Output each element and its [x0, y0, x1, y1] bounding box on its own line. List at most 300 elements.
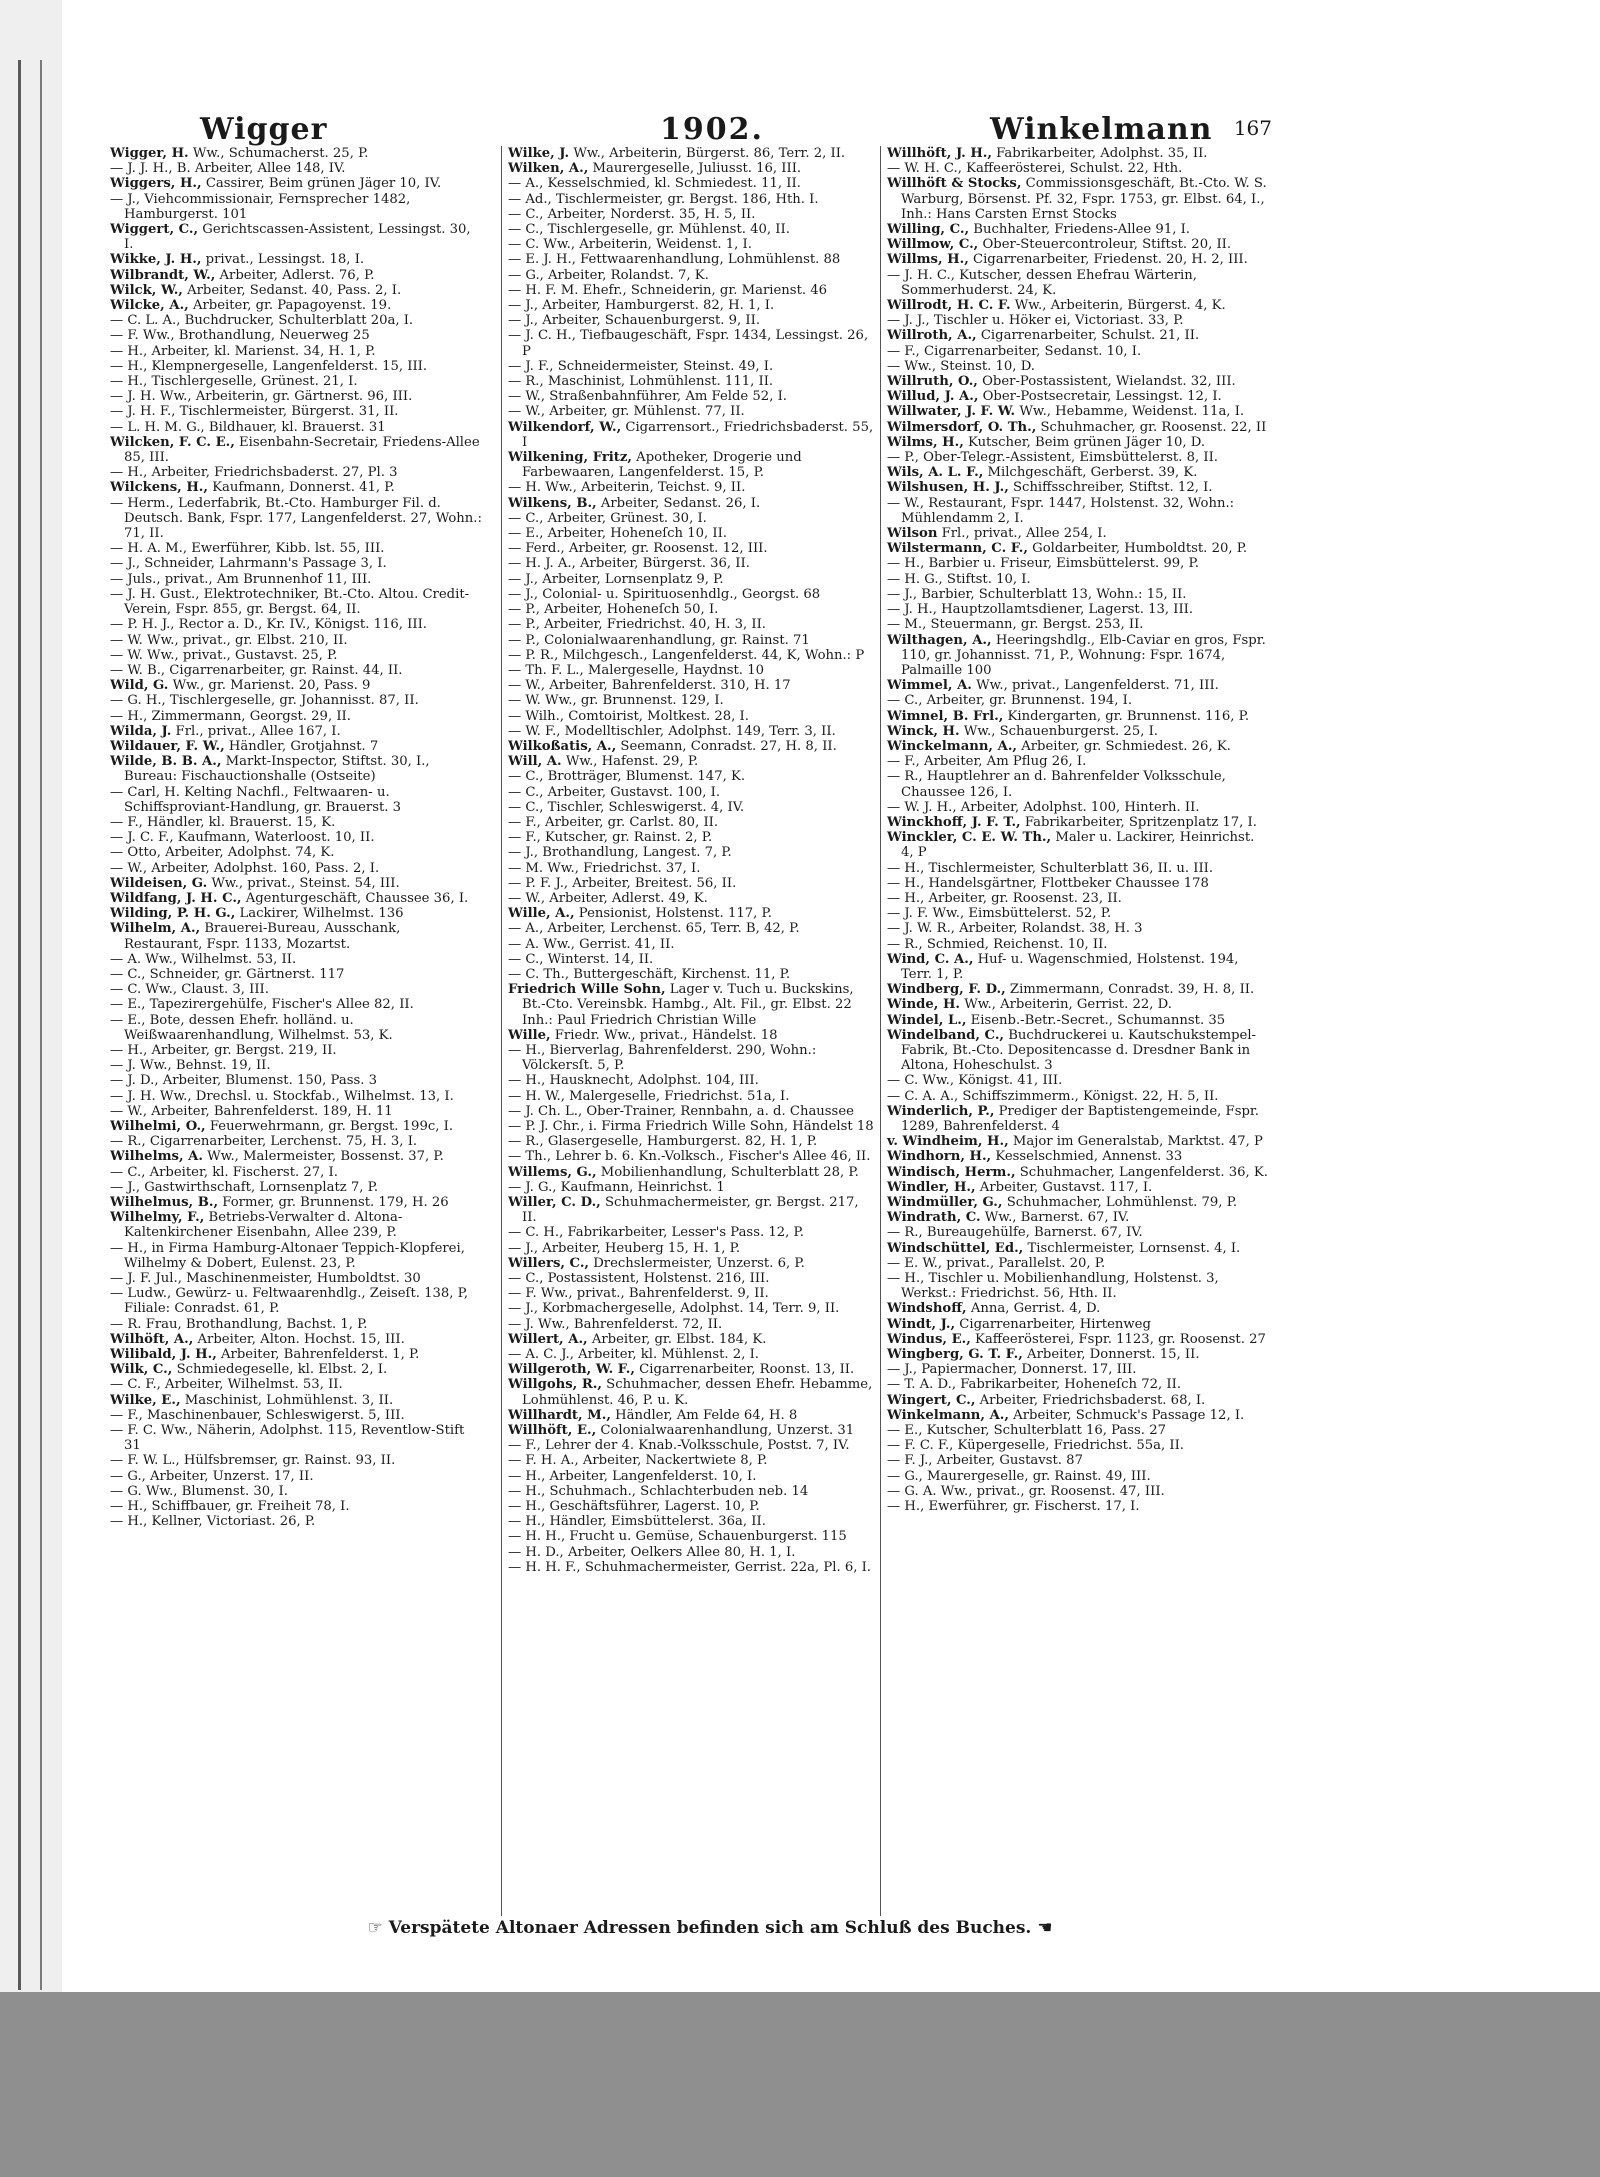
entry-details: — H., Hausknecht, Adolphst. 104, III. — [508, 1073, 759, 1089]
entry-details: Ober-Postassistent, Wielandst. 32, III. — [977, 374, 1236, 390]
entry-details: — J., Arbeiter, Hamburgerst. 82, H. 1, I. — [508, 298, 775, 314]
directory-entry — [887, 374, 1271, 389]
entry-name: Wiggers, H., — [110, 176, 202, 192]
entry-details: Ober-Steuercontroleur, Stiftst. 20, II. — [978, 237, 1232, 253]
entry-details: — Carl, H. Kelting Nachfl., Feltwaaren- u. Schiffsproviant-Handlung, gr. Brauerst. 3 — [110, 784, 402, 815]
entry-details: — H., Arbeiter, gr. Bergst. 219, II. — [110, 1042, 337, 1058]
entry-details: Lager v. Tuch u. Buckskins, Bt.-Cto. Vereinsbk. Hambg., Alt. Fil., gr. Elbst. 22 Inh.: Paul Friedrich Christian Wille — [522, 982, 854, 1028]
entry-details: — C., Postassistent, Holstenst. 216, III. — [508, 1271, 770, 1287]
directory-entry — [110, 283, 482, 298]
entry-details: — H. D., Arbeiter, Oelkers Allee 80, H. 1, I. — [508, 1544, 796, 1560]
entry-name: Wilms, H., — [887, 434, 964, 450]
directory-entry — [110, 739, 482, 754]
entry-name: Willmow, C., — [887, 237, 979, 253]
directory-entry — [508, 328, 874, 358]
entry-name: Wille, A., — [508, 906, 575, 922]
entry-name: Wilke, E., — [110, 1392, 181, 1408]
directory-entry — [887, 161, 1271, 176]
directory-entry — [110, 845, 482, 860]
directory-entry — [508, 176, 874, 191]
directory-entry — [887, 1256, 1271, 1271]
directory-entry — [110, 693, 482, 708]
entry-details: Heeringshdlg., Elb-Caviar en gros, Fspr. 110, gr. Johannisst. 71, P., Wohnung: Fspr. 1674, Palmaille 100 — [901, 632, 1266, 678]
entry-details: — J. H. C., Kutscher, dessen Ehefrau Wärterin, Sommerhuderst. 24, K. — [887, 267, 1197, 298]
directory-entry — [110, 1043, 482, 1058]
entry-name: Windschüttel, Ed., — [887, 1240, 1024, 1256]
entry-details: Fabrikarbeiter, Adolphst. 35, II. — [991, 146, 1208, 161]
entry-details: — E., Arbeiter, Hoheneſch 10, II. — [508, 526, 727, 542]
directory-entry — [110, 967, 482, 982]
entry-details: — C. H., Fabrikarbeiter, Lesser's Pass. 12, P. — [508, 1225, 804, 1241]
directory-entry — [508, 830, 874, 845]
directory-entry — [508, 663, 874, 678]
directory-entry — [110, 298, 482, 313]
directory-entry — [508, 724, 874, 739]
entry-name: Wilkens, B., — [508, 495, 597, 511]
entry-details: Ww., Arbeiterin, Bürgerst. 86, Terr. 2, II. — [569, 146, 846, 161]
entry-details: — W. H. C., Kaffeerösterei, Schulst. 22, Hth. — [887, 161, 1183, 177]
directory-entry — [508, 1180, 874, 1195]
directory-entry — [508, 1165, 874, 1180]
entry-details: — Ww., Steinst. 10, D. — [887, 358, 1035, 374]
entry-name: Wind, C. A., — [887, 951, 974, 967]
entry-name: Wils, A. L. F., — [887, 465, 984, 481]
entry-details: — P. H. J., Rector a. D., Kr. IV., Königst. 116, III. — [110, 617, 427, 633]
directory-entry — [508, 1332, 874, 1347]
directory-entry — [508, 1377, 874, 1407]
entry-name: Wilhöft, A., — [110, 1331, 194, 1347]
directory-entry — [508, 1241, 874, 1256]
entry-details: — J., Brothandlung, Langest. 7, P. — [508, 845, 732, 861]
directory-entry — [508, 1514, 874, 1529]
entry-details: — J. Ch. L., Ober-Trainer, Rennbahn, a. d. Chaussee — [508, 1103, 854, 1119]
directory-entry — [508, 1423, 874, 1438]
directory-entry — [887, 997, 1271, 1012]
entry-details: — C. Ww., Claust. 3, III. — [110, 982, 269, 998]
entry-name: Wiggert, C., — [110, 222, 199, 238]
directory-entry — [887, 587, 1271, 602]
directory-entry — [508, 1560, 874, 1575]
directory-entry — [110, 496, 482, 542]
previous-page-edge — [0, 0, 62, 1992]
entry-details: — L. H. M. G., Bildhauer, kl. Brauerst. 31 — [110, 419, 386, 435]
directory-entry — [887, 906, 1271, 921]
entry-details: — W. J. H., Arbeiter, Adolphst. 100, Hinterh. II. — [887, 799, 1200, 815]
directory-entry — [110, 815, 482, 830]
entry-details: Arbeiter, gr. Elbst. 184, K. — [587, 1331, 767, 1347]
entry-details: — C., Tischlergeselle, gr. Mühlenst. 40, II. — [508, 222, 790, 238]
entry-details: Arbeiter, Alton. Hochst. 15, III. — [193, 1331, 405, 1347]
entry-details: — F., Arbeiter, Am Pflug 26, I. — [887, 754, 1087, 770]
entry-details: Arbeiter, gr. Papagoyenst. 19. — [188, 298, 392, 314]
entry-details: — J. H. F., Tischlermeister, Bürgerst. 31, II. — [110, 404, 399, 420]
entry-details: Apotheker, Drogerie und Farbewaaren, Langenfelderst. 15, P. — [522, 450, 802, 481]
entry-details: Zimmermann, Conradst. 39, H. 8, II. — [1005, 982, 1255, 998]
directory-entry — [887, 876, 1271, 891]
directory-entry — [508, 359, 874, 374]
entry-details: — C. F., Arbeiter, Wilhelmst. 53, II. — [110, 1377, 343, 1393]
entry-details: — H., Schiffbauer, gr. Freiheit 78, I. — [110, 1499, 350, 1515]
entry-details: — J. C. F., Kaufmann, Waterloost. 10, II. — [110, 830, 375, 846]
directory-entry — [110, 146, 482, 161]
entry-details: — H., Ewerführer, gr. Fischerst. 17, I. — [887, 1499, 1140, 1515]
header-right-keyword: Winkelmann — [990, 112, 1213, 147]
entry-details: — E. J. H., Fettwaarenhandlung, Lohmühlenst. 88 — [508, 252, 841, 268]
directory-entry — [887, 754, 1271, 769]
directory-entry — [887, 298, 1271, 313]
directory-entry — [110, 1347, 482, 1362]
entry-details: Ww., privat., Langenfelderst. 71, III. — [971, 678, 1219, 694]
entry-details: — M. Ww., Friedrichst. 37, I. — [508, 860, 701, 876]
entry-name: Wilshusen, H. J., — [887, 480, 1009, 496]
entry-details: Anna, Gerrist. 4, D. — [966, 1301, 1101, 1317]
page-number: 167 — [1233, 116, 1272, 140]
directory-entry — [508, 1408, 874, 1423]
entry-details: — W. Ww., privat., Gustavst. 25, P. — [110, 647, 338, 663]
entry-details: Kaufmann, Donnerst. 41, P. — [208, 480, 395, 496]
entry-details: Ww., Barnerst. 67, IV. — [980, 1210, 1130, 1226]
directory-entry — [887, 465, 1271, 480]
entry-details: Arbeiter, Gustavst. 117, I. — [975, 1179, 1153, 1195]
entry-details: Ww., Arbeiterin, Bürgerst. 4, K. — [1010, 298, 1226, 314]
directory-entry — [887, 861, 1271, 876]
entry-details: Frl., privat., Allee 167, I. — [171, 723, 341, 739]
directory-entry — [508, 937, 874, 952]
entry-details: Goldarbeiter, Humboldtst. 20, P. — [1027, 541, 1248, 557]
entry-details: Eisenbahn-Secretair, Friedens-Allee 85, III. — [124, 434, 480, 466]
directory-entry — [887, 1484, 1271, 1499]
entry-details: Schmiedegeselle, kl. Elbst. 2, I. — [172, 1362, 388, 1378]
directory-entry — [110, 268, 482, 283]
directory-entry — [508, 480, 874, 495]
directory-entry — [110, 252, 482, 267]
directory-entry — [508, 754, 874, 769]
directory-entry — [110, 1104, 482, 1119]
directory-entry — [110, 906, 482, 921]
directory-entry — [508, 1134, 874, 1149]
entry-details: — R., Hauptlehrer an d. Bahrenfelder Volksschule, Chaussee 126, I. — [887, 769, 1226, 800]
entry-name: Willer, C. D., — [508, 1195, 601, 1211]
entry-details: — C., Arbeiter, gr. Brunnenst. 194, I. — [887, 693, 1133, 709]
entry-details: Ober-Postsecretair, Lessingst. 12, I. — [978, 389, 1222, 405]
entry-details: — P., Ober-Telegr.-Assistent, Eimsbüttelerst. 8, II. — [887, 450, 1218, 466]
entry-details: — F., Kutscher, gr. Rainst. 2, P. — [508, 830, 713, 846]
directory-entry — [887, 1453, 1271, 1468]
entry-details: Friedr. Ww., privat., Händelst. 18 — [550, 1027, 778, 1043]
entry-details: — C., Schneider, gr. Gärtnerst. 117 — [110, 966, 345, 982]
directory-entry — [508, 420, 874, 450]
entry-details: Buchhalter, Friedens-Allee 91, I. — [969, 222, 1190, 238]
directory-entry — [110, 572, 482, 587]
directory-entry — [508, 207, 874, 222]
directory-entry — [508, 861, 874, 876]
entry-details: — J., Colonial- u. Spirituosenhdlg., Georgst. 68 — [508, 586, 821, 602]
entry-name: Winck, H. — [887, 723, 960, 739]
directory-entry — [110, 389, 482, 404]
entry-details: Milchgeschäft, Gerberst. 39, K. — [983, 465, 1198, 481]
entry-details: — H., in Firma Hamburg-Altonaer Teppich-Klopferei, Wilhelmy & Dobert, Eulenst. 23, P. — [110, 1240, 465, 1271]
entry-details: Mobilienhandlung, Schulterblatt 28, P. — [596, 1164, 859, 1180]
directory-entry — [887, 146, 1271, 161]
entry-details: Major im Generalstab, Marktst. 47, P — [1008, 1134, 1263, 1150]
scanner-background — [0, 1992, 1600, 2177]
directory-entry — [887, 496, 1271, 526]
entry-details: Ww., gr. Marienst. 20, Pass. 9 — [168, 678, 371, 694]
entry-details: Colonialwaarenhandlung, Unzerst. 31 — [596, 1423, 855, 1439]
directory-entry — [508, 982, 874, 1028]
entry-details: — R., Glasergeselle, Hamburgerst. 82, H. 1, P. — [508, 1134, 818, 1150]
entry-details: — G., Arbeiter, Unzerst. 17, II. — [110, 1468, 314, 1484]
directory-entry — [508, 678, 874, 693]
entry-name: Wikke, J. H., — [110, 252, 202, 268]
entry-name: v. Windheim, H., — [887, 1134, 1009, 1150]
directory-entry — [110, 1362, 482, 1377]
directory-entry — [508, 1529, 874, 1544]
entry-details: Drechslermeister, Unzerst. 6, P. — [589, 1255, 805, 1271]
entry-name: Windel, L., — [887, 1012, 967, 1028]
entry-details: — H., Geschäftsführer, Lagerst. 10, P. — [508, 1499, 760, 1515]
directory-entry — [110, 1119, 482, 1134]
entry-details: — J. H., Hauptzollamtsdiener, Lagerst. 13, III. — [887, 602, 1194, 618]
entry-details: Schuhmacher, dessen Ehefr. Hebamme, Lohmühlenst. 46, P. u. K. — [522, 1377, 873, 1408]
entry-details: Seemann, Conradst. 27, H. 8, II. — [616, 738, 837, 754]
directory-entry — [508, 906, 874, 921]
entry-details: — H., Arbeiter, Friedrichsbaderst. 27, Pl. 3 — [110, 465, 398, 481]
entry-details: — F. H. A., Arbeiter, Nackertwiete 8, P. — [508, 1453, 768, 1469]
directory-entry — [508, 1073, 874, 1088]
directory-entry — [110, 724, 482, 739]
directory-entry — [110, 952, 482, 967]
entry-details: Prediger der Baptistengemeinde, Fspr. 1289, Bahrenfelderst. 4 — [901, 1103, 1259, 1134]
entry-details: — Ad., Tischlermeister, gr. Bergst. 186, Hth. I. — [508, 191, 819, 207]
directory-entry — [508, 891, 874, 906]
entry-details: — P. F. J., Arbeiter, Breitest. 56, II. — [508, 875, 737, 891]
entry-name: Willers, C., — [508, 1255, 589, 1271]
entry-name: Willing, C., — [887, 222, 970, 238]
entry-name: Friedrich Wille Sohn, — [508, 982, 666, 998]
entry-details: — C. L. A., Buchdrucker, Schulterblatt 20a, I. — [110, 313, 414, 329]
directory-entry — [887, 952, 1271, 982]
entry-details: — J. C. H., Tiefbaugeschäft, Fspr. 1434, Lessingst. 26, P — [508, 328, 869, 359]
pointing-hand-left-icon: ☚ — [1037, 1918, 1053, 1938]
entry-details: — P., Colonialwaarenhandlung, gr. Rainst. 71 — [508, 632, 810, 648]
directory-entry — [508, 192, 874, 207]
directory-entry — [887, 252, 1271, 267]
entry-details: — H., Arbeiter, gr. Roosenst. 23, II. — [887, 890, 1122, 906]
entry-details: — C., Arbeiter, Norderst. 35, H. 5, II. — [508, 206, 756, 222]
entry-details: Maschinist, Lohmühlenst. 3, II. — [180, 1392, 394, 1408]
entry-details: — H., Arbeiter, Langenfelderst. 10, I. — [508, 1468, 757, 1484]
entry-details: — F., Cigarrenarbeiter, Sedanst. 10, I. — [887, 343, 1142, 359]
directory-entry — [887, 1073, 1271, 1088]
directory-entry — [110, 1317, 482, 1332]
directory-entry — [110, 1286, 482, 1316]
entry-details: — F., Lehrer der 4. Knab.-Volksschule, Postst. 7, IV. — [508, 1438, 850, 1454]
entry-details: Eisenb.-Betr.-Secret., Schumannst. 35 — [966, 1012, 1226, 1028]
entry-details: Cigarrenarbeiter, Schulst. 21, II. — [976, 328, 1200, 344]
directory-entry — [508, 1362, 874, 1377]
entry-details: — R., Maschinist, Lohmühlenst. 111, II. — [508, 374, 774, 390]
entry-details: Arbeiter, Donnerst. 15, II. — [1022, 1347, 1200, 1363]
entry-name: Willhöft & Stocks, — [887, 176, 1022, 192]
entry-details: — H. F. M. Ehefr., Schneiderin, gr. Marienst. 46 — [508, 282, 828, 298]
entry-details: — G. A. Ww., privat., gr. Roosenst. 47, III. — [887, 1483, 1165, 1499]
entry-name: Wildeisen, G. — [110, 875, 208, 891]
entry-details: Schuhmacher, Langenfelderst. 36, K. — [1015, 1164, 1268, 1180]
entry-details: — T. A. D., Fabrikarbeiter, Hoheneſch 72, II. — [887, 1377, 1182, 1393]
directory-entry — [887, 617, 1271, 632]
entry-name: Windmüller, G., — [887, 1195, 1003, 1211]
entry-details: — W., Arbeiter, Adolphst. 160, Pass. 2, I. — [110, 860, 380, 876]
entry-details: — J. G., Kaufmann, Heinrichst. 1 — [508, 1179, 725, 1195]
entry-name: Wilhelmus, B., — [110, 1195, 219, 1211]
directory-entry — [887, 1393, 1271, 1408]
entry-details: Arbeiter, Friedrichsbaderst. 68, I. — [975, 1392, 1206, 1408]
entry-name: Wimmel, A. — [887, 678, 972, 694]
directory-entry — [110, 785, 482, 815]
directory-entry — [887, 800, 1271, 815]
directory-entry — [110, 921, 482, 951]
entry-details: — C. A. A., Schiffszimmerm., Königst. 22, H. 5, II. — [887, 1088, 1219, 1104]
directory-entry — [508, 633, 874, 648]
directory-entry — [887, 1165, 1271, 1180]
directory-entry — [110, 1408, 482, 1423]
directory-entry — [887, 769, 1271, 799]
entry-details: — F. C. Ww., Näherin, Adolphst. 115, Reventlow-Stift 31 — [110, 1423, 465, 1454]
directory-entry — [887, 815, 1271, 830]
entry-details: — C., Arbeiter, kl. Fischerst. 27, I. — [110, 1164, 338, 1180]
directory-entry — [508, 693, 874, 708]
entry-details: — C., Brotträger, Blumenst. 147, K. — [508, 769, 746, 785]
entry-name: Will, A. — [508, 754, 562, 770]
entry-details: Kutscher, Beim grünen Jäger 10, D. — [963, 434, 1206, 450]
directory-entry — [887, 602, 1271, 617]
directory-entry — [887, 1089, 1271, 1104]
entry-details: Arbeiter, Bahrenfelderst. 1, P. — [216, 1347, 420, 1363]
directory-columns — [110, 146, 1270, 1916]
entry-name: Willhöft, J. H., — [887, 146, 992, 161]
entry-name: Windus, E., — [887, 1331, 971, 1347]
directory-entry — [887, 268, 1271, 298]
entry-details: Cigarrensort., Friedrichsbaderst. 55, I — [522, 419, 874, 450]
entry-details: — F., Arbeiter, gr. Carlst. 80, II. — [508, 814, 719, 830]
entry-details: — P., Arbeiter, Friedrichst. 40, H. 3, II. — [508, 617, 766, 633]
entry-name: Wilhelmi, O., — [110, 1119, 206, 1134]
entry-details: — G. Ww., Blumenst. 30, I. — [110, 1483, 288, 1499]
directory-entry — [508, 587, 874, 602]
directory-entry — [110, 420, 482, 435]
directory-entry — [110, 1393, 482, 1408]
entry-details: — J., Arbeiter, Heuberg 15, H. 1, P. — [508, 1240, 741, 1256]
directory-entry — [508, 739, 874, 754]
entry-details: — C., Winterst. 14, II. — [508, 951, 654, 967]
entry-details: — J., Schneider, Lahrmann's Passage 3, I. — [110, 556, 387, 572]
header-left-keyword: Wigger — [200, 112, 328, 147]
directory-entry — [110, 328, 482, 343]
directory-entry — [508, 450, 874, 480]
entry-details: Cassirer, Beim grünen Jäger 10, IV. — [201, 176, 442, 192]
entry-details: — Wilh., Comtoirist, Moltkest. 28, I. — [508, 708, 749, 724]
entry-details: — W. B., Cigarrenarbeiter, gr. Rainst. 44, II. — [110, 662, 403, 678]
entry-details: — H. Ww., Arbeiterin, Teichst. 9, II. — [508, 480, 746, 496]
entry-name: Wildfang, J. H. C., — [110, 890, 242, 906]
directory-entry — [887, 1377, 1271, 1392]
entry-name: Wilke, J. — [508, 146, 570, 161]
directory-entry — [508, 1499, 874, 1514]
entry-details: — P. J. Chr., i. Firma Friedrich Wille Sohn, Händelst 18 — [508, 1119, 874, 1134]
entry-details: — F. Ww., privat., Bahrenfelderst. 9, II. — [508, 1286, 769, 1302]
entry-details: Arbeiter, Adlerst. 76, P. — [215, 267, 375, 283]
directory-entry — [887, 739, 1271, 754]
directory-entry — [887, 830, 1271, 860]
directory-entry — [110, 176, 482, 191]
directory-entry — [508, 709, 874, 724]
directory-entry — [110, 1271, 482, 1286]
entry-name: Wilkendorf, W., — [508, 419, 622, 435]
entry-name: Windhorn, H., — [887, 1149, 992, 1165]
directory-entry — [110, 480, 482, 495]
directory-entry — [110, 633, 482, 648]
entry-details: — H. H. F., Schuhmachermeister, Gerrist. 22a, Pl. 6, I. — [508, 1559, 872, 1575]
entry-name: Wille, — [508, 1027, 551, 1043]
directory-entry — [508, 648, 874, 663]
directory-entry — [887, 404, 1271, 419]
entry-details: — Th. F. L., Malergeselle, Haydnst. 10 — [508, 662, 764, 678]
directory-entry — [110, 1423, 482, 1453]
entry-name: Wilson — [887, 526, 938, 542]
entry-details: — F. Ww., Brothandlung, Neuerweg 25 — [110, 328, 370, 344]
directory-entry — [508, 602, 874, 617]
entry-details: — Th., Lehrer b. 6. Kn.-Volksch., Fischer's Allee 46, II. — [508, 1149, 871, 1165]
directory-entry — [110, 1180, 482, 1195]
directory-entry — [110, 1210, 482, 1240]
directory-entry — [110, 374, 482, 389]
directory-entry — [110, 1073, 482, 1088]
entry-name: Wilmersdorf, O. Th., — [887, 419, 1037, 435]
entry-details: Former, gr. Brunnenst. 179, H. 26 — [218, 1195, 449, 1211]
column-1 — [110, 146, 482, 1916]
entry-details: — C. Th., Buttergeschäft, Kirchenst. 11, P. — [508, 966, 791, 982]
directory-entry — [508, 374, 874, 389]
entry-details: — H., Arbeiter, kl. Marienst. 34, H. 1, P. — [110, 343, 376, 359]
directory-entry — [508, 815, 874, 830]
directory-entry — [110, 587, 482, 617]
directory-entry — [887, 937, 1271, 952]
directory-entry — [887, 633, 1271, 679]
directory-entry — [508, 845, 874, 860]
directory-entry — [887, 1028, 1271, 1074]
entry-details: — E. W., privat., Parallelst. 20, P. — [887, 1255, 1106, 1271]
directory-entry — [887, 1180, 1271, 1195]
entry-details: — W., Restaurant, Fspr. 1447, Holstenst. 32, Wohn.: Mühlendamm 2, I. — [887, 495, 1235, 526]
entry-details: Feuerwehrmann, gr. Bergst. 199c, I. — [205, 1119, 454, 1134]
directory-entry — [508, 1317, 874, 1332]
edge-line — [40, 60, 42, 1990]
entry-details: — H., Schuhmach., Schlachterbuden neb. 14 — [508, 1483, 809, 1499]
directory-entry — [110, 435, 482, 465]
column-3 — [880, 146, 1271, 1916]
entry-name: Wilda, J. — [110, 723, 172, 739]
entry-details: — J., Arbeiter, Schauenburgerst. 9, II. — [508, 313, 761, 329]
entry-name: Winde, H. — [887, 997, 961, 1013]
entry-details: — F. J., Arbeiter, Gustavst. 87 — [887, 1453, 1083, 1469]
directory-entry — [110, 1241, 482, 1271]
directory-entry — [887, 1271, 1271, 1301]
entry-details: — W., Arbeiter, Adlerst. 49, K. — [508, 890, 708, 906]
directory-entry — [887, 526, 1271, 541]
entry-details: — J. F. Jul., Maschinenmeister, Humboldtst. 30 — [110, 1271, 421, 1287]
directory-entry — [887, 709, 1271, 724]
